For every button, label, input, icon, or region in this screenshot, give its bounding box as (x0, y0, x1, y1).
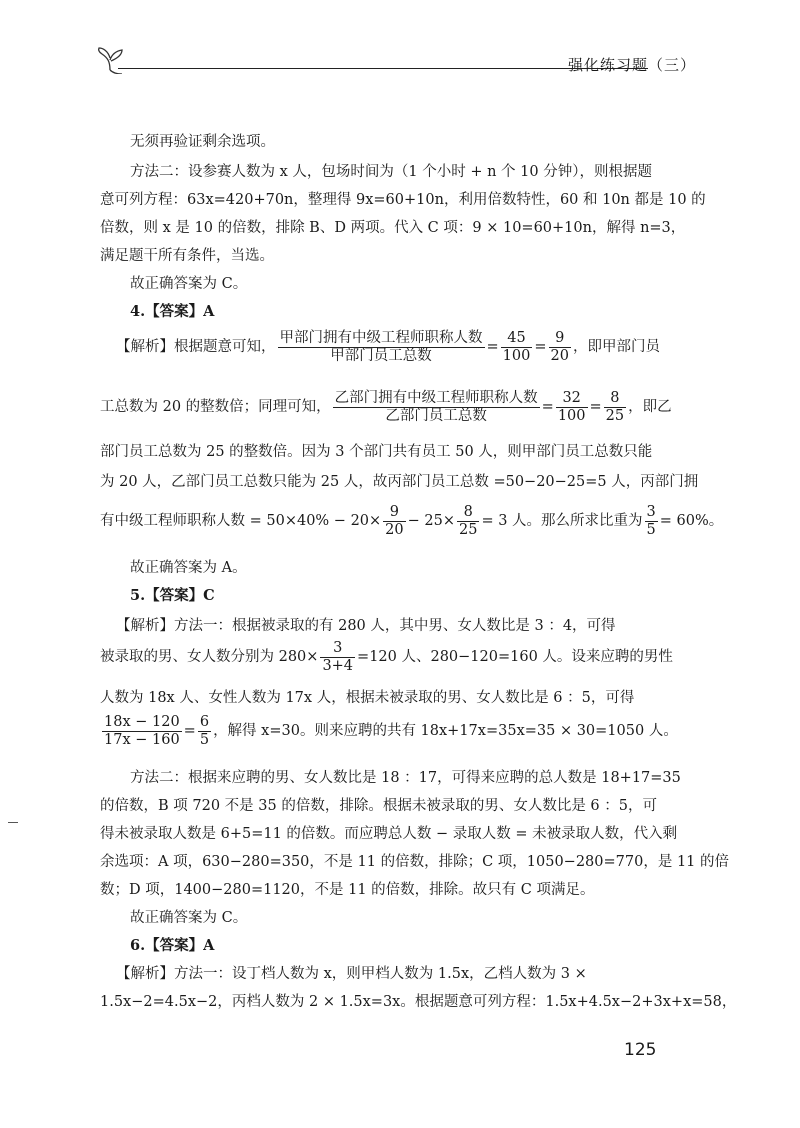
fraction-numerator: 甲部门拥有中级工程师职称人数 (279, 330, 483, 346)
text-segment: − 25× (407, 513, 455, 530)
fraction-numerator: 9 (383, 504, 405, 522)
fraction (556, 390, 588, 424)
text-line: 故正确答案为 A。 (130, 560, 247, 576)
text-line: 1.5x−2=4.5x−2，丙档人数为 2 × 1.5x=3x。根据题意可列方程：1.5x+4.5x−2+3x+x=58， (100, 994, 737, 1010)
fraction-numerator: 3 (646, 504, 656, 520)
fraction-denominator: 17x − 160 (104, 731, 180, 748)
text-line: 【解析】方法一：根据被录取的有 280 人，其中男、女人数比是 3 ：4，可得 (116, 618, 616, 634)
text-segment: ，即甲部门员 (572, 339, 660, 356)
page-number: 125 (624, 1040, 657, 1060)
text-line: 方法二：根据来应聘的男、女人数比是 18 ：17，可得来应聘的总人数是 18+17=35 (130, 770, 681, 786)
fraction-denominator: 乙部门员工总数 (385, 407, 487, 424)
answer-heading: 5.【答案】C (130, 587, 215, 604)
fraction-numerator: 18x − 120 (104, 714, 180, 730)
fraction (501, 330, 533, 364)
text-segment: 被录取的男、女人数分别为 280× (100, 649, 319, 666)
fraction-denominator: 20 (385, 521, 404, 538)
fraction-denominator: 20 (550, 347, 569, 364)
fraction-numerator: 32 (556, 390, 588, 408)
running-header (96, 44, 696, 74)
text-line: 数；D 项，1400−280=1120，不是 11 的倍数，排除。故只有 C 项满足。 (100, 882, 595, 898)
sprout-icon (96, 44, 126, 74)
text-line: 人数为 18x 人、女性人数为 17x 人，根据未被录取的男、女人数比是 6 ：5，可得 (100, 690, 635, 706)
formula-line (100, 640, 673, 674)
fraction-denominator: 100 (557, 407, 586, 424)
formula-line (100, 504, 723, 538)
fraction-numerator: 9 (549, 330, 571, 348)
formula-line: $\frac{18x - 120}{17x - 160}$ = $\frac{6}{5}$ ，解得 x=30。则来应聘的共有 18x+17x=35x=35 × 30=1050 人。 (104, 714, 678, 748)
text-segment: ，解得 x=30。则来应聘的共有 18x+17x=35x=35 × 30=1050 人。 (213, 723, 678, 740)
text-segment: ，即乙 (628, 399, 672, 416)
text-segment: = 3 人。那么所求比重为 (481, 513, 643, 530)
fraction (102, 714, 182, 748)
fraction-denominator: 5 (646, 521, 656, 538)
fraction-numerator: 6 (199, 714, 210, 730)
fraction-numerator: 3 (320, 640, 355, 658)
text-line: 意可列方程：63x=420+70n，整理得 9x=60+10n，利用倍数特性，60 和 10n 都是 10 的 (100, 192, 706, 208)
text-line: 得未被录取人数是 6+5=11 的倍数。而应聘总人数 − 录取人数 = 未被录取人数，代入剩 (100, 826, 678, 842)
text-line: 满足题干所有条件，当选。 (100, 248, 274, 264)
text-line: 故正确答案为 C。 (130, 276, 248, 292)
text-line: 故正确答案为 C。 (130, 910, 248, 926)
answer-heading: 4.【答案】A (130, 303, 215, 320)
text-segment: =120 人、280−120=160 人。设来应聘的男性 (357, 649, 673, 666)
formula-line: 工总数为 20 的整数倍；同理可知， $\frac{\text{乙部门拥有中级工程师职称人数}}{\text{乙部门员工总数}}$ = $\frac{32}{100}$ = $\frac{8}{25}$ ，即乙 (100, 390, 672, 424)
fraction (457, 504, 479, 538)
text-segment: = 60%。 (659, 513, 724, 530)
fraction-denominator: 甲部门员工总数 (330, 347, 432, 364)
text-segment: 【解析】根据题意可知， (116, 339, 276, 356)
fraction-denominator: 25 (458, 521, 478, 538)
text-line: 的倍数，B 项 720 不是 35 的倍数，排除。根据未被录取的男、女人数比是 6 ：5，可 (100, 798, 657, 814)
fraction (198, 714, 211, 748)
fraction-denominator: 25 (605, 407, 625, 424)
text-line: 部门员工总数为 25 的整数倍。因为 3 个部门共有员工 50 人，则甲部门员工总数只能 (100, 444, 653, 460)
fraction-denominator: 100 (502, 347, 531, 364)
fraction (645, 504, 658, 538)
text-line: 【解析】方法一：设丁档人数为 x，则甲档人数为 1.5x，乙档人数为 3 × (116, 966, 587, 982)
fraction-denominator: 5 (199, 731, 210, 748)
fraction (278, 330, 485, 364)
formula-line: 【解析】根据题意可知， $\frac{\text{甲部门拥有中级工程师职称人数}}{\text{甲部门员工总数}}$ = $\frac{45}{100}$ = $\frac{9}{20}$ ，即甲部门员 (116, 330, 660, 364)
fraction-denominator: 3+4 (322, 657, 354, 674)
text-line: 方法二：设参赛人数为 x 人，包场时间为（1 个小时 + n 个 10 分钟），则根据题 (130, 164, 652, 180)
text-line: 倍数，则 x 是 10 的倍数，排除 B、D 两项。代入 C 项：9 × 10=60+10n，解得 n=3， (100, 220, 686, 236)
fraction (604, 390, 626, 424)
header-title: 强化练习题（三） (567, 56, 696, 74)
fraction-numerator: 45 (501, 330, 533, 348)
text-line: 无须再验证剩余选项。 (130, 134, 275, 150)
fraction (383, 504, 405, 538)
fraction-numerator: 8 (457, 504, 479, 522)
fraction-numerator: 乙部门拥有中级工程师职称人数 (334, 390, 538, 406)
fraction (320, 640, 355, 674)
text-segment: 有中级工程师职称人数 = 50×40% − 20× (100, 513, 382, 530)
text-line: 为 20 人，乙部门员工总数只能为 25 人，故丙部门员工总数 =50−20−25=5 人，丙部门拥 (100, 474, 699, 490)
text-segment: 工总数为 20 的整数倍；同理可知， (100, 399, 331, 416)
fraction (549, 330, 571, 364)
text-line: 余选项：A 项，630−280=350，不是 11 的倍数，排除；C 项，1050−280=770，是 11 的倍 (100, 854, 729, 870)
margin-mark (8, 822, 18, 823)
answer-heading: 6.【答案】A (130, 937, 215, 954)
fraction (333, 390, 540, 424)
fraction-numerator: 8 (604, 390, 626, 408)
